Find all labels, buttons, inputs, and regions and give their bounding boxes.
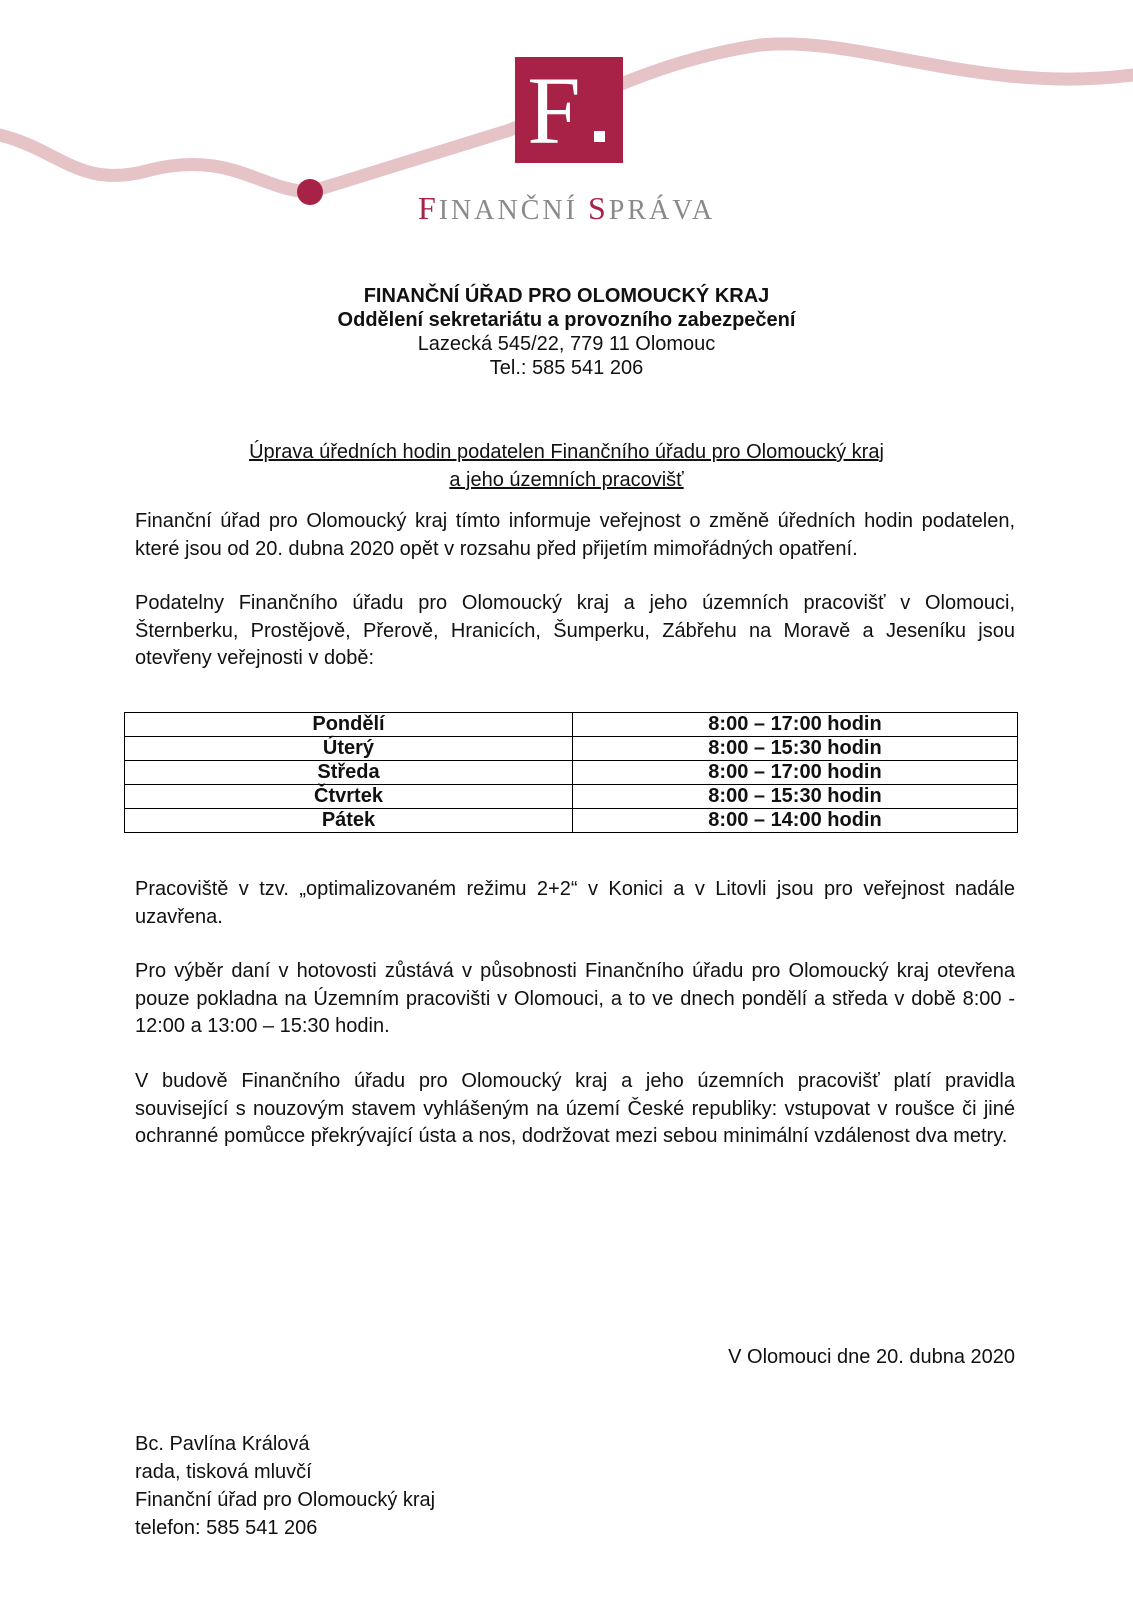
department-name: Oddělení sekretariátu a provozního zabezpečení	[337, 309, 796, 331]
hours-cell: 8:00 – 15:30 hodin	[573, 737, 1018, 761]
place-date: V Olomouci dne 20. dubna 2020	[728, 1346, 1015, 1368]
signature-block	[135, 1430, 435, 1542]
day-cell: Pondělí	[125, 713, 573, 737]
signatory-name: Bc. Pavlína Králová	[135, 1433, 310, 1455]
table-row	[125, 761, 1018, 785]
logo-wordmark: FINANČNÍ SPRÁVA	[417, 190, 716, 226]
hours-cell: 8:00 – 14:00 hodin	[573, 809, 1018, 833]
day-cell: Čtvrtek	[125, 785, 573, 809]
table-row	[125, 737, 1018, 761]
signatory-phone: telefon: 585 541 206	[135, 1517, 318, 1539]
title-line-2: a jeho územních pracovišť	[449, 469, 684, 491]
address: Lazecká 545/22, 779 11 Olomouc	[417, 333, 716, 355]
table-row	[125, 809, 1018, 833]
office-hours-table	[124, 712, 1018, 833]
closed-offices-paragraph: Pracoviště v tzv. „optimalizovaném režimu 2+2“ v Konici a v Litovli jsou pro veřejnost nadále uzavřena.	[135, 878, 1015, 928]
day-cell: Středa	[125, 761, 573, 785]
table-row	[125, 785, 1018, 809]
day-cell: Pátek	[125, 809, 573, 833]
logo-letter: F	[527, 57, 581, 164]
title-line-1: Úprava úředních hodin podatelen Finančního úřadu pro Olomoucký kraj	[249, 441, 884, 463]
signatory-office: Finanční úřad pro Olomoucký kraj	[135, 1489, 436, 1511]
rules-paragraph: V budově Finančního úřadu pro Olomoucký kraj a jeho územních pracovišť platí pravidla související s nouzovým stavem vyhlášeným na území České republiky: vstupovat v roušce či jiné ochranné pomůcce překrývající ústa a nos, dodržovat mezi sebou minimální vzdálenost dva metry.	[135, 1070, 1015, 1147]
offices-paragraph: Podatelny Finančního úřadu pro Olomoucký kraj a jeho územních pracovišť v Olomouci, Šternberku, Prostějově, Přerově, Hranicích, Šumperku, Zábřehu na Moravě a Jeseníku jsou otevřeny veřejnosti v době:	[135, 592, 1015, 669]
hours-cell: 8:00 – 15:30 hodin	[573, 785, 1018, 809]
logo-period	[594, 131, 605, 142]
document-title	[0, 438, 1133, 494]
organization-name: FINANČNÍ ÚŘAD PRO OLOMOUCKÝ KRAJ	[363, 285, 770, 307]
phone: Tel.: 585 541 206	[489, 357, 644, 379]
hours-cell: 8:00 – 17:00 hodin	[573, 713, 1018, 737]
intro-paragraph: Finanční úřad pro Olomoucký kraj tímto informuje veřejnost o změně úředních hodin podatelen, které jsou od 20. dubna 2020 opět v rozsahu před přijetím mimořádných opatření.	[135, 510, 1015, 560]
table-row	[125, 713, 1018, 737]
signatory-role: rada, tisková mluvčí	[135, 1461, 312, 1483]
day-cell: Úterý	[125, 737, 573, 761]
cash-desk-paragraph: Pro výběr daní v hotovosti zůstává v působnosti Finančního úřadu pro Olomoucký kraj otevřena pouze pokladna na Územním pracovišti v Olomouci, a to ve dnech pondělí a středa v době 8:00 - 12:00 a 13:00 – 15:30 hodin.	[135, 960, 1015, 1037]
hours-cell: 8:00 – 17:00 hodin	[573, 761, 1018, 785]
